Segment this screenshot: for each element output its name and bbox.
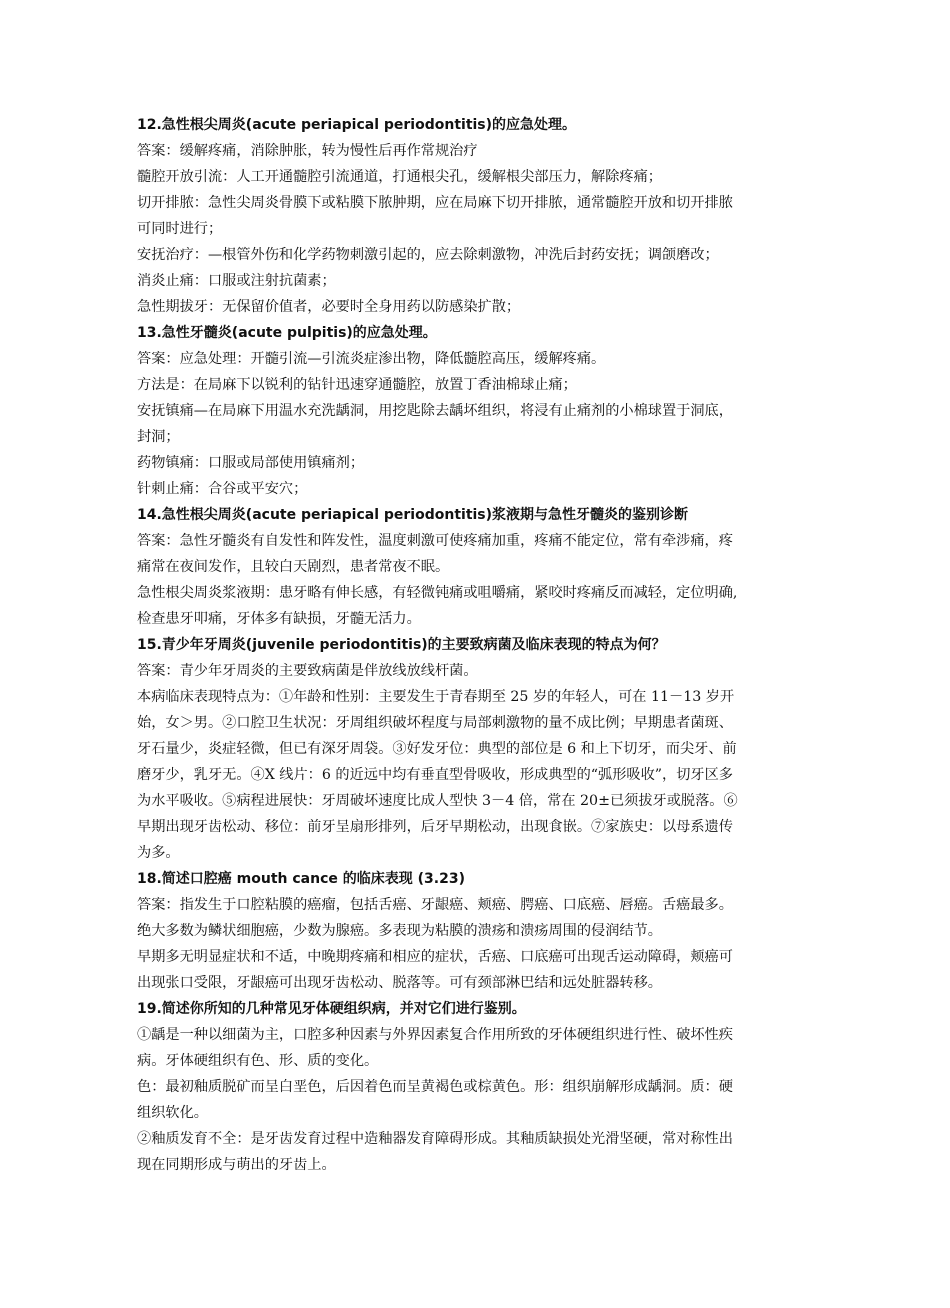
question-heading-14: 14.急性根尖周炎(acute periapical periodontitis)浆液期与急性牙髓炎的鉴别诊断: [137, 507, 689, 523]
body-line: 绝大多数为鳞状细胞癌，少数为腺癌。多表现为粘膜的溃疡和溃疡周围的侵润结节。: [137, 923, 662, 939]
body-line: 现在同期形成与萌出的牙齿上。: [137, 1157, 336, 1173]
body-line: 消炎止痛：口服或注射抗菌素；: [137, 273, 336, 289]
body-line: 始，女＞男。②口腔卫生状况：牙周组织破坏程度与局部刺激物的量不成比例；早期患者菌斑、: [137, 715, 733, 731]
answer-line: 答案：急性牙髓炎有自发性和阵发性，温度刺激可使疼痛加重，疼痛不能定位，常有牵涉痛，疼: [137, 533, 733, 549]
body-line: 针刺止痛：合谷或平安穴；: [137, 481, 308, 497]
body-line: 色：最初釉质脱矿而呈白垩色，后因着色而呈黄褐色或棕黄色。形：组织崩解形成龋洞。质：硬: [137, 1079, 733, 1095]
body-line: 组织软化。: [137, 1105, 208, 1121]
body-line: 髓腔开放引流：人工开通髓腔引流通道，打通根尖孔，缓解根尖部压力，解除疼痛；: [137, 169, 662, 185]
answer-line: 答案：青少年牙周炎的主要致病菌是伴放线放线杆菌。: [137, 663, 478, 679]
answer-line: 答案：应急处理：开髓引流—引流炎症渗出物，降低髓腔高压，缓解疼痛。: [137, 351, 606, 367]
body-line: 方法是：在局麻下以锐利的钻针迅速穿通髓腔，放置丁香油棉球止痛；: [137, 377, 577, 393]
question-heading-13: 13.急性牙髓炎(acute pulpitis)的应急处理。: [137, 325, 437, 341]
body-line: 痛常在夜间发作，且较白天剧烈，患者常夜不眠。: [137, 559, 450, 575]
answer-line: 答案：指发生于口腔粘膜的癌瘤，包括舌癌、牙龈癌、颊癌、腭癌、口底癌、唇癌。舌癌最多。: [137, 897, 733, 913]
document-page: [137, 112, 817, 1178]
body-line: 急性期拔牙：无保留价值者，必要时全身用药以防感染扩散；: [137, 299, 521, 315]
body-line: 早期出现牙齿松动、移位：前牙呈扇形排列，后牙早期松动，出现食嵌。⑦家族史：以母系遗传: [137, 819, 733, 835]
body-line: 出现张口受限，牙龈癌可出现牙齿松动、脱落等。可有颈部淋巴结和远处脏器转移。: [137, 975, 662, 991]
question-heading-12: 12.急性根尖周炎(acute periapical periodontitis)的应急处理。: [137, 117, 577, 133]
body-line: 安抚镇痛—在局麻下用温水充洗龋洞，用挖匙除去龋坏组织，将浸有止痛剂的小棉球置于洞底，: [137, 403, 733, 419]
body-line: 牙石量少，炎症轻微，但已有深牙周袋。③好发牙位：典型的部位是 6 和上下切牙，而尖牙、前: [137, 741, 737, 757]
body-line: 安抚治疗：—根管外伤和化学药物刺激引起的，应去除刺激物，冲洗后封药安抚；调颌磨改；: [137, 247, 719, 263]
body-line: 磨牙少，乳牙无。④X 线片：6 的近远中均有垂直型骨吸收，形成典型的“弧形吸收”，切牙区多: [137, 767, 733, 783]
body-line: 可同时进行；: [137, 221, 223, 237]
answer-line: 答案：缓解疼痛，消除肿胀，转为慢性后再作常规治疗: [137, 143, 478, 159]
question-heading-15: 15.青少年牙周炎(juvenile periodontitis)的主要致病菌及临床表现的特点为何？: [137, 637, 666, 653]
body-line: 为水平吸收。⑤病程进展快：牙周破坏速度比成人型快 3－4 倍，常在 20±已须拔牙或脱落。⑥: [137, 793, 738, 809]
body-line: 本病临床表现特点为：①年龄和性别：主要发生于青春期至 25 岁的年轻人，可在 11－13 岁开: [137, 689, 735, 705]
body-line: 病。牙体硬组织有色、形、质的变化。: [137, 1053, 379, 1069]
question-heading-18: 18.简述口腔癌 mouth cance 的临床表现 (3.23): [137, 871, 465, 887]
body-line: 封洞；: [137, 429, 180, 445]
body-line: 急性根尖周炎浆液期：患牙略有伸长感，有轻微钝痛或咀嚼痛，紧咬时疼痛反而减轻，定位明确,: [137, 585, 738, 601]
body-line: 早期多无明显症状和不适，中晚期疼痛和相应的症状，舌癌、口底癌可出现舌运动障碍，颊癌可: [137, 949, 733, 965]
body-line: ②釉质发育不全：是牙齿发育过程中造釉器发育障碍形成。其釉质缺损处光滑坚硬，常对称性出: [137, 1131, 733, 1147]
body-line: 为多。: [137, 845, 180, 861]
question-heading-19: 19.简述你所知的几种常见牙体硬组织病，并对它们进行鉴别。: [137, 1001, 526, 1017]
body-line: 药物镇痛：口服或局部使用镇痛剂；: [137, 455, 365, 471]
body-line: 检查患牙叩痛，牙体多有缺损，牙髓无活力。: [137, 611, 421, 627]
body-line: 切开排脓：急性尖周炎骨膜下或粘膜下脓肿期，应在局麻下切开排脓，通常髓腔开放和切开排脓: [137, 195, 733, 211]
body-line: ①龋是一种以细菌为主，口腔多种因素与外界因素复合作用所致的牙体硬组织进行性、破坏性疾: [137, 1027, 733, 1043]
